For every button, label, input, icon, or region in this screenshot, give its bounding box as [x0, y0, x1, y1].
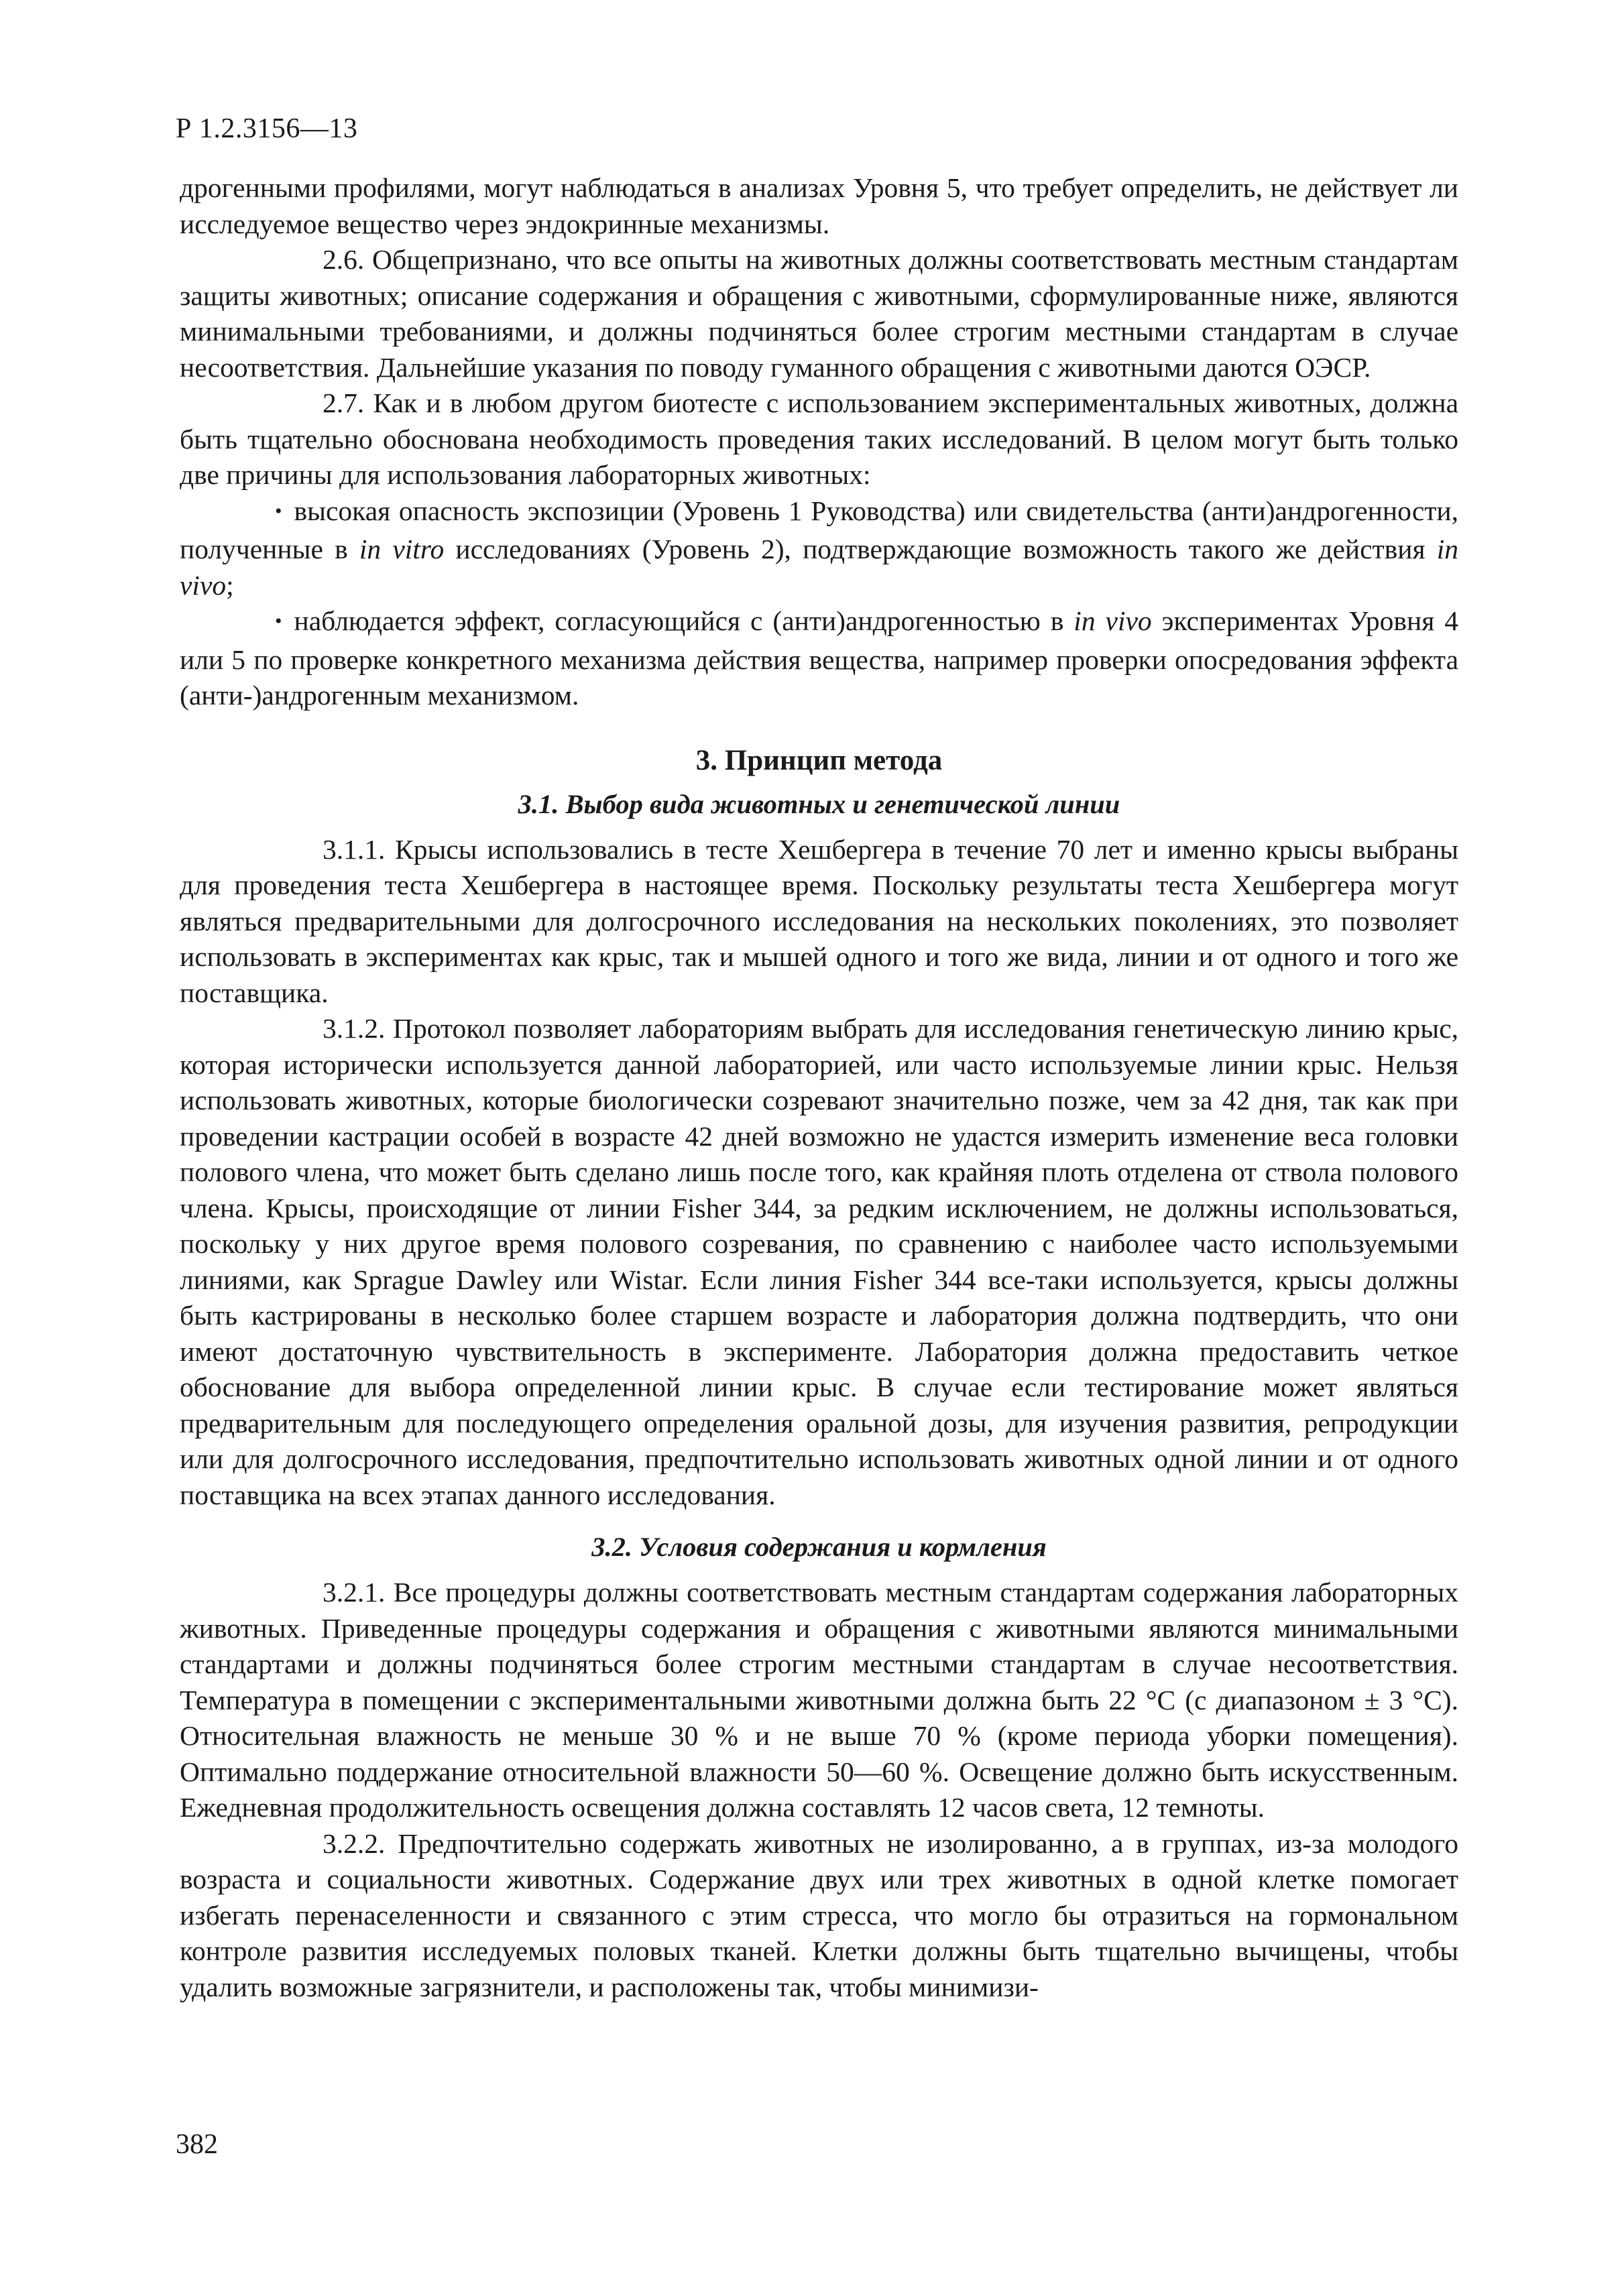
paragraph-2-7: 2.7. Как и в любом другом биотесте с использованием экспериментальных животных, должна быть тщательно обоснована необходимость проведения таких исследований. В целом могут быть только две причины для использования лабораторных животных:	[180, 387, 1458, 490]
bullet-icon: •	[275, 610, 282, 632]
paragraph-continued: дрогенными профилями, могут наблюдаться в анализах Уровня 5, что требует определить, не действует ли исследуемое вещество через эндокринные механизмы.	[180, 172, 1458, 239]
section-title: 3. Принцип метода	[695, 744, 943, 776]
bullet-text: исследованиях (Уровень 2), подтверждающие возможность такого же действия	[444, 534, 1437, 564]
paragraph-3-2-2: 3.2.2. Предпочтительно содержать животных не изолированно, а в группах, из-за молодого возраста и социальности животных. Содержание двух или трех животных в одной клетке помогает избегать перенаселенности и связанного с этим стресса, что могло бы отразиться на гормональном контроле развития исследуемых половых тканей. Клетки должны быть тщательно вычищены, чтобы удалить возможные загрязнители, и расположены так, чтобы минимизи-	[180, 1827, 1458, 2002]
document-body	[180, 170, 1458, 2005]
bullet-text: экспериментах Уровня 4 или 5 по проверке конкретного механизма действия вещества, например проверки опосредования эффекта (анти-)андрогенным механизмом.	[180, 605, 1458, 711]
bullet-text: наблюдается эффект, согласующийся с (анти)андрогенностью в	[294, 605, 1074, 636]
paragraph-3-1-2: 3.1.2. Протокол позволяет лабораториям выбрать для исследования генетическую линию крыс, которая исторически используется данной лабораторией, или часто используемые линии крыс. Нельзя использовать животных, которые биологически созревают значительно позже, чем за 42 дня, так как при проведении кастрации особей в возрасте 42 дней возможно не удастся измерить изменение веса головки полового члена, что может быть сделано лишь после того, как крайняя плоть отделена от ствола полового члена. Крысы, происходящие от линии Fisher 344, за редким исключением, не должны использоваться, поскольку у них другое время полового созревания, по сравнению с наиболее часто используемыми линиями, как Sprague Dawley или Wistar. Если линия Fisher 344 все-таки используется, крысы должны быть кастрированы в несколько более старшем возрасте и лаборатория должна подтвердить, что они имеют достаточную чувствительность в эксперименте. Лаборатория должна предоставить четкое обоснование для выбора определенной линии крыс. В случае если тестирование может являться предварительным для последующего определения оральной дозы, для изучения развития, репродукции или для долгосрочного исследования, предпочтительно использовать животных одной линии и от одного поставщика на всех этапах данного исследования.	[180, 1013, 1458, 1510]
italic-term: in vitro	[359, 534, 445, 564]
italic-term: in vivo	[1074, 605, 1152, 636]
bullet-icon: •	[275, 499, 282, 522]
paragraph-3-2-1: 3.2.1. Все процедуры должны соответствовать местным стандартам содержания лабораторных животных. Приведенные процедуры содержания и обращения с животными являются минимальными стандартами и должны подчиняться более строгим местными стандартам в случае несоответствия. Температура в помещении с экспериментальными животными должна быть 22 °С (с диапазоном ± 3 °С). Относительная влажность не меньше 30 % и не выше 70 % (кроме периода уборки помещения). Оптимально поддержание относительной влажности 50—60 %. Освещение должно быть искусственным. Ежедневная продолжительность освещения должна составлять 12 часов света, 12 темноты.	[180, 1577, 1458, 1823]
subsection-title: 3.1. Выбор вида животных и генетической линии	[518, 788, 1120, 819]
paragraph-3-1-1: 3.1.1. Крысы использовались в тесте Хешбергера в течение 70 лет и именно крысы выбраны для проведения теста Хешбергера в настоящее время. Поскольку результаты теста Хешбергера могут являться предварительными для долгосрочного исследования на нескольких поколениях, это позволяет использовать в экспериментах как крыс, так и мышей одного и того же вида, линии и от одного и того же поставщика.	[180, 833, 1458, 1008]
italic-term: in vivo	[180, 534, 1459, 601]
bullet-item	[180, 603, 1458, 714]
bullet-item	[180, 493, 1458, 604]
bullet-text: ;	[226, 569, 234, 601]
document-code-header: Р 1.2.3156—13	[176, 113, 358, 144]
subsection-title: 3.2. Условия содержания и кормления	[591, 1532, 1047, 1562]
paragraph-2-6: 2.6. Общепризнано, что все опыты на животных должны соответствовать местным стандартам защиты животных; описание содержания и обращения с животными, сформулированные ниже, являются минимальными требованиями, и должны подчиняться более строгим местными стандартам в случае несоответствия. Дальнейшие указания по поводу гуманного обращения с животными даются ОЭСР.	[180, 244, 1458, 383]
bullet-text: высокая опасность экспозиции (Уровень 1 Руководства) или свидетельства (анти)андрогенности, полученные в	[180, 495, 1458, 564]
page-number: 382	[176, 2129, 218, 2160]
